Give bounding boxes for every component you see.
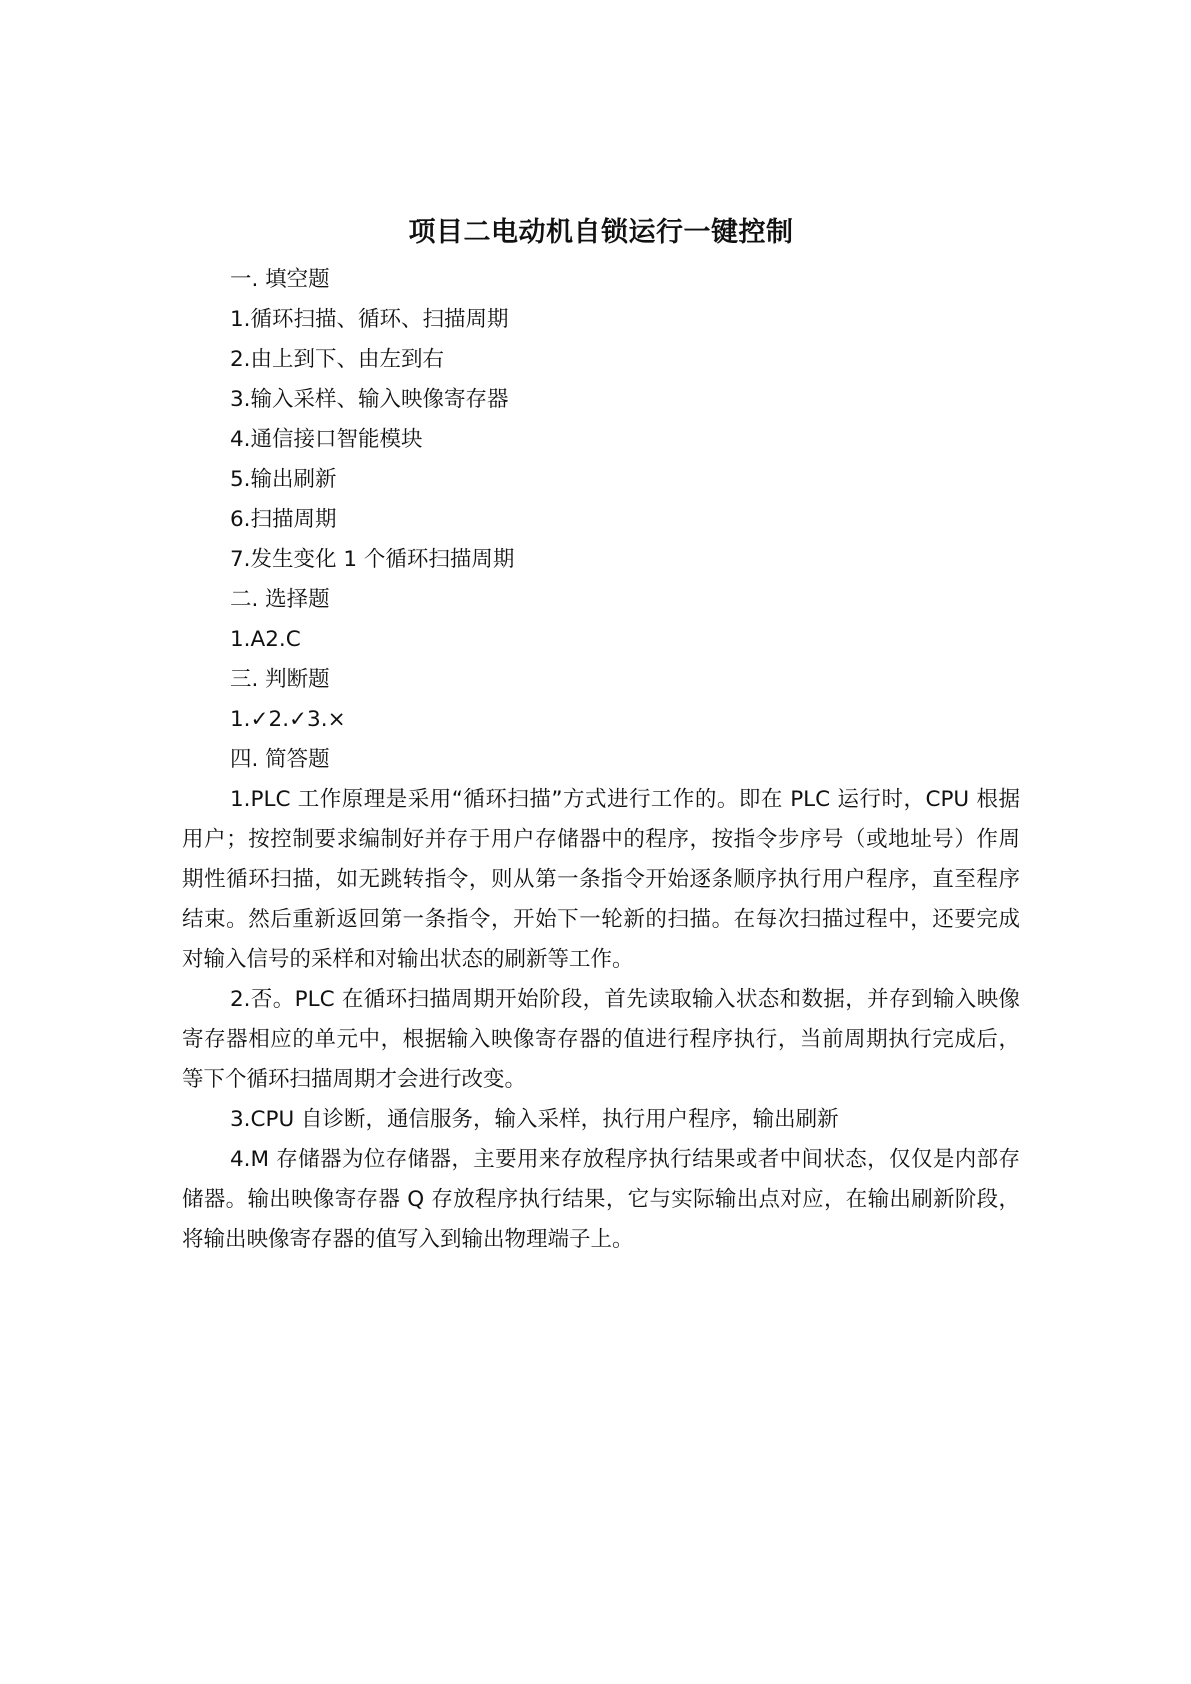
answer-line: 4.通信接口智能模块	[230, 427, 423, 452]
answer-line: 1.✓2.✓3.×	[230, 707, 346, 732]
answer-paragraph: 4.M 存储器为位存储器，主要用来存放程序执行结果或者中间状态，仅仅是内部存储器。输出映像寄存器 Q 存放程序执行结果，它与实际输出点对应，在输出刷新阶段，将输出映像寄存器的值写入到输出物理端子上。	[182, 1147, 1020, 1252]
section-heading-true-false: 三. 判断题	[230, 667, 330, 692]
answer-line: 2.由上到下、由左到右	[230, 347, 445, 372]
section-heading-short-answer: 四. 简答题	[230, 747, 330, 772]
answer-paragraph: 1.PLC 工作原理是采用“循环扫描”方式进行工作的。即在 PLC 运行时，CPU 根据用户；按控制要求编制好并存于用户存储器中的程序，按指令步序号（或地址号）作周期性循环扫描，如无跳转指令，则从第一条指令开始逐条顺序执行用户程序，直至程序结束。然后重新返回第一条指令，开始下一轮新的扫描。在每次扫描过程中，还要完成对输入信号的采样和对输出状态的刷新等工作。	[182, 787, 1020, 972]
section-heading-fill-blank: 一. 填空题	[230, 267, 330, 292]
answer-paragraph: 2.否。PLC 在循环扫描周期开始阶段，首先读取输入状态和数据，并存到输入映像寄存器相应的单元中，根据输入映像寄存器的值进行程序执行，当前周期执行完成后，等下个循环扫描周期才会进行改变。	[182, 987, 1020, 1092]
answer-line: 3.输入采样、输入映像寄存器	[230, 387, 509, 412]
answer-paragraph: 3.CPU 自诊断，通信服务，输入采样，执行用户程序，输出刷新	[230, 1107, 839, 1132]
answer-line: 1.A2.C	[230, 627, 301, 652]
answer-line: 5.输出刷新	[230, 467, 337, 492]
answer-line: 7.发生变化 1 个循环扫描周期	[230, 547, 515, 572]
answer-line: 1.循环扫描、循环、扫描周期	[230, 307, 509, 332]
document-title: 项目二电动机自锁运行一键控制	[408, 217, 794, 248]
document-body	[182, 210, 1020, 1260]
answer-line: 6.扫描周期	[230, 507, 337, 532]
section-heading-multiple-choice: 二. 选择题	[230, 587, 330, 612]
